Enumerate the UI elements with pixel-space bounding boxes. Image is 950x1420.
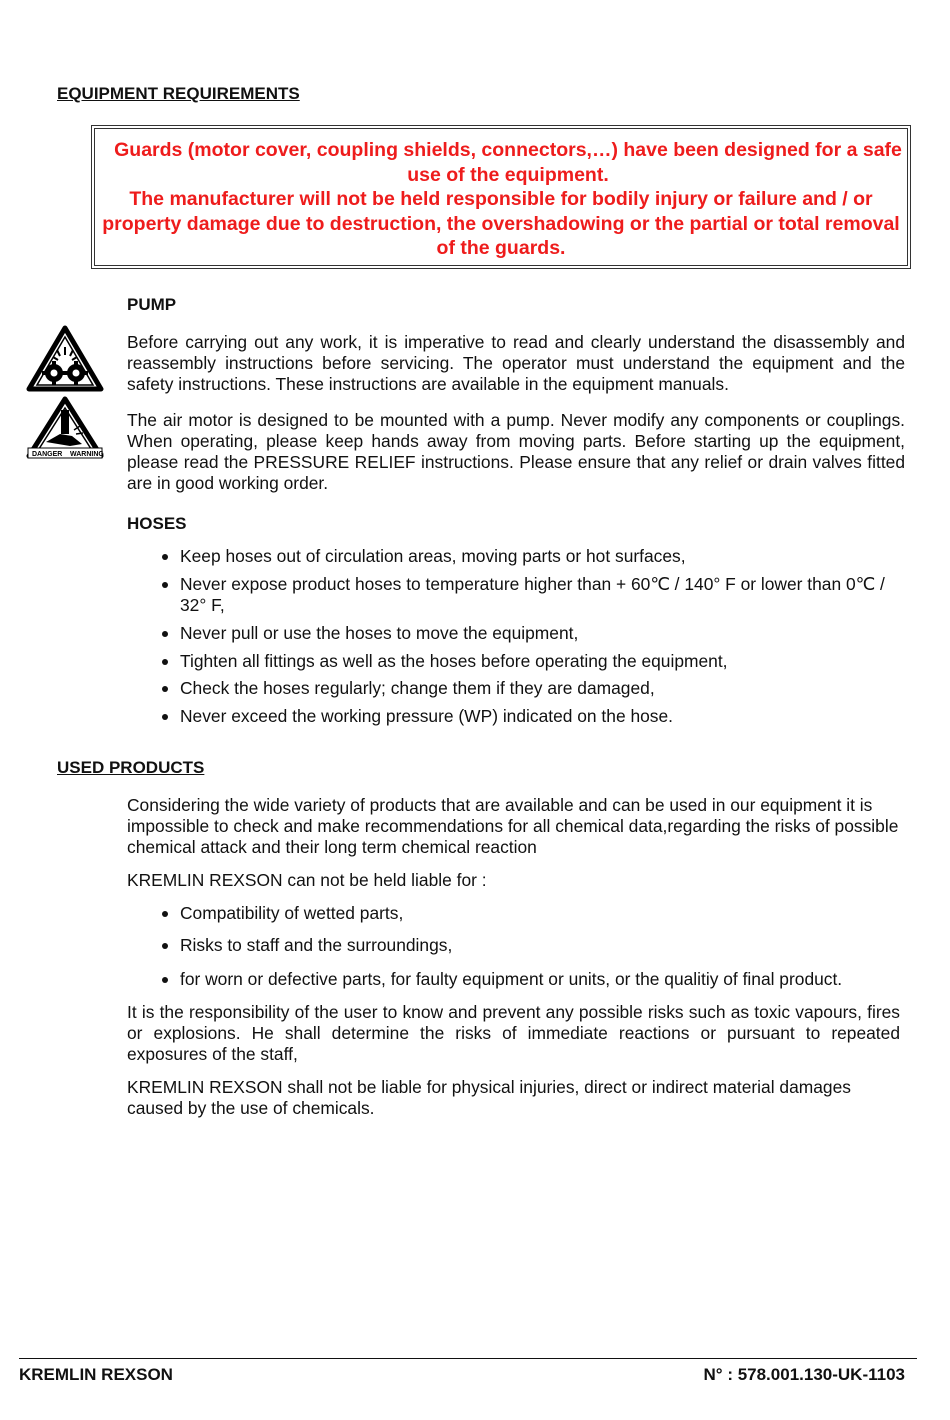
gear-hazard-icon <box>26 325 104 393</box>
list-item: Never exceed the working pressure (WP) indicated on the hose. <box>127 706 905 727</box>
guards-warning-box <box>91 125 911 269</box>
list-item: Tighten all fittings as well as the hoses before operating the equipment, <box>127 651 905 672</box>
warning-line-guards: Guards (motor cover, coupling shields, connectors,…) have been designed for a safe use of the equipment. <box>114 139 902 186</box>
warning-text <box>100 138 902 261</box>
subheading-pump: PUMP <box>127 295 177 314</box>
list-item: Never pull or use the hoses to move the equipment, <box>127 623 905 644</box>
list-item: Keep hoses out of circulation areas, moving parts or hot surfaces, <box>127 546 905 567</box>
used-products-paragraph-3: It is the responsibility of the user to know and prevent any possible risks such as toxic vapours, fires or explosions. He shall determine the risks of immediate reactions or pursuant to repeated exposures of the staff, <box>127 1002 900 1064</box>
pump-paragraph-2: The air motor is designed to be mounted with a pump. Never modify any components or couplings. When operating, please keep hands away from moving parts. Before starting up the equipment, please read the PRESSURE RELIEF instructions. Please ensure that any relief or drain valves fitted are in good working order. <box>127 410 905 493</box>
subheading-hoses: HOSES <box>127 514 187 533</box>
list-item: Check the hoses regularly; change them if they are damaged, <box>127 678 905 699</box>
list-item: for worn or defective parts, for faulty equipment or units, or the qualitiy of final product. <box>127 969 905 990</box>
section-heading-used-products: USED PRODUCTS <box>57 758 205 777</box>
danger-warning-icon <box>26 396 106 462</box>
used-products-paragraph-2: KREMLIN REXSON can not be held liable for : <box>127 870 487 890</box>
footer-doc-number: N° : 578.001.130-UK-1103 <box>703 1365 905 1384</box>
warning-line-manufacturer: The manufacturer will not be held responsible for bodily injury or failure and / or property damage due to destruction, the overshadowing or the partial or total removal of the guards. <box>102 188 900 259</box>
warning-label: WARNING <box>70 451 104 458</box>
list-item: Never expose product hoses to temperature higher than + 60℃ / 140° F or lower than 0℃ / 32° F, <box>127 574 905 616</box>
liability-list <box>127 903 905 990</box>
pump-paragraph-1: Before carrying out any work, it is imperative to read and clearly understand the disassembly and reassembly instructions before servicing. The operator must understand the equipment and the safety instructions. These instructions are available in the equipment manuals. <box>127 332 905 394</box>
footer-rule <box>19 1358 917 1359</box>
used-products-paragraph-4: KREMLIN REXSON shall not be liable for physical injuries, direct or indirect material damages caused by the use of chemicals. <box>127 1077 851 1118</box>
hoses-list <box>127 546 905 727</box>
list-item: Compatibility of wetted parts, <box>127 903 905 924</box>
section-heading-equipment-requirements: EQUIPMENT REQUIREMENTS <box>57 84 300 103</box>
danger-label: DANGER <box>32 451 63 458</box>
list-item: Risks to staff and the surroundings, <box>127 935 905 956</box>
used-products-paragraph-1: Considering the wide variety of products that are available and can be used in our equipment it is impossible to check and make recommendations for all chemical data,regarding the risks of possible chemical attack and their long term chemical reaction <box>127 795 899 857</box>
footer-company: KREMLIN REXSON <box>19 1365 173 1384</box>
